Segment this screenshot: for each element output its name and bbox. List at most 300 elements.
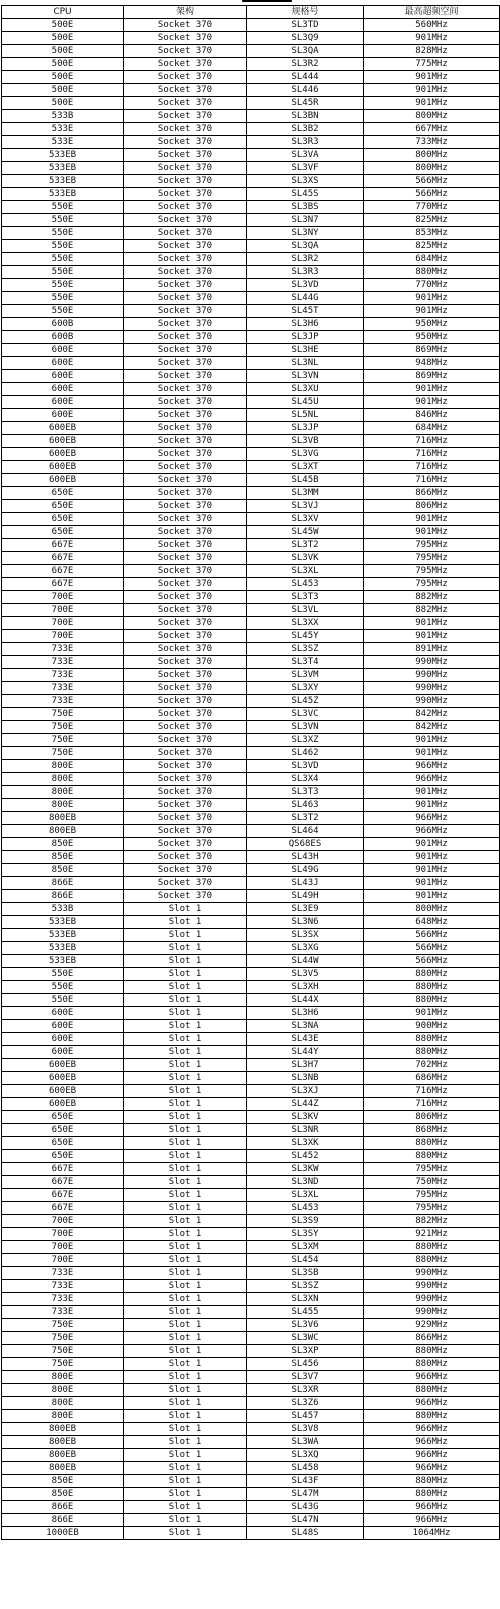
table-row [2,1475,500,1488]
cell-spec-code: SL3VB [247,435,364,448]
cell-architecture: Slot 1 [124,1514,247,1527]
cell-architecture: Slot 1 [124,903,247,916]
cell-architecture: Socket 370 [124,71,247,84]
cell-cpu: 550E [2,292,124,305]
cell-spec-code: SL3WC [247,1332,364,1345]
table-row [2,981,500,994]
cell-cpu: 650E [2,1111,124,1124]
cell-max-overclock: 990MHz [364,669,500,682]
table-row [2,370,500,383]
cell-max-overclock: 901MHz [364,383,500,396]
cell-architecture: Socket 370 [124,552,247,565]
table-row [2,825,500,838]
cell-architecture: Slot 1 [124,1163,247,1176]
cell-spec-code: SL3XL [247,565,364,578]
cell-architecture: Socket 370 [124,825,247,838]
cell-max-overclock: 806MHz [364,1111,500,1124]
cell-spec-code: SL3VN [247,721,364,734]
cell-architecture: Slot 1 [124,1085,247,1098]
cell-architecture: Socket 370 [124,604,247,617]
cell-max-overclock: 716MHz [364,448,500,461]
cell-spec-code: SL444 [247,71,364,84]
cell-cpu: 550E [2,968,124,981]
cell-cpu: 866E [2,890,124,903]
cell-cpu: 733E [2,682,124,695]
cell-spec-code: SL47M [247,1488,364,1501]
table-body [2,19,500,1540]
cell-spec-code: SL3R3 [247,136,364,149]
cell-cpu: 650E [2,526,124,539]
table-row [2,448,500,461]
header-row [2,6,500,19]
table-row [2,812,500,825]
table-row [2,721,500,734]
cell-spec-code: SL3WA [247,1436,364,1449]
cell-cpu: 600E [2,1020,124,1033]
table-row [2,1306,500,1319]
cell-cpu: 800E [2,1410,124,1423]
cell-max-overclock: 866MHz [364,1332,500,1345]
cell-architecture: Socket 370 [124,162,247,175]
cell-spec-code: SL3VL [247,604,364,617]
cell-spec-code: SL457 [247,1410,364,1423]
cell-architecture: Slot 1 [124,1267,247,1280]
cell-max-overclock: 806MHz [364,500,500,513]
cell-architecture: Slot 1 [124,1423,247,1436]
cell-cpu: 800EB [2,1423,124,1436]
cell-spec-code: SL45T [247,305,364,318]
cell-cpu: 600EB [2,1098,124,1111]
table-row [2,19,500,32]
table-row [2,344,500,357]
cell-architecture: Socket 370 [124,643,247,656]
table-row [2,708,500,721]
cell-cpu: 600EB [2,448,124,461]
table-row [2,500,500,513]
table-row [2,1527,500,1540]
cell-max-overclock: 882MHz [364,1215,500,1228]
table-row [2,1215,500,1228]
cell-spec-code: SL3T3 [247,591,364,604]
table-row [2,643,500,656]
cell-architecture: Socket 370 [124,422,247,435]
table-row [2,656,500,669]
table-row [2,1410,500,1423]
cell-architecture: Slot 1 [124,1436,247,1449]
cell-cpu: 600E [2,370,124,383]
cell-spec-code: SL453 [247,578,364,591]
cell-spec-code: SL5NL [247,409,364,422]
cell-cpu: 650E [2,1137,124,1150]
table-row [2,422,500,435]
cell-max-overclock: 795MHz [364,565,500,578]
cell-spec-code: SL44G [247,292,364,305]
table-row [2,149,500,162]
cell-architecture: Socket 370 [124,695,247,708]
cell-cpu: 700E [2,1254,124,1267]
cell-max-overclock: 990MHz [364,1280,500,1293]
cell-spec-code: SL463 [247,799,364,812]
cell-spec-code: QS68ES [247,838,364,851]
cell-max-overclock: 880MHz [364,1345,500,1358]
cell-cpu: 800EB [2,825,124,838]
cell-max-overclock: 716MHz [364,461,500,474]
cell-architecture: Socket 370 [124,201,247,214]
cell-spec-code: SL3T2 [247,539,364,552]
cell-spec-code: SL45Y [247,630,364,643]
cell-spec-code: SL3QA [247,240,364,253]
cell-architecture: Slot 1 [124,1215,247,1228]
cell-architecture: Socket 370 [124,812,247,825]
cell-architecture: Slot 1 [124,1410,247,1423]
cell-cpu: 800E [2,1384,124,1397]
cell-cpu: 700E [2,1228,124,1241]
cell-max-overclock: 901MHz [364,890,500,903]
table-row [2,1189,500,1202]
cell-cpu: 600EB [2,435,124,448]
cell-spec-code: SL45B [247,474,364,487]
table-row [2,409,500,422]
cell-max-overclock: 560MHz [364,19,500,32]
table-row [2,1202,500,1215]
cell-cpu: 667E [2,1176,124,1189]
cell-cpu: 667E [2,539,124,552]
cell-cpu: 600EB [2,1072,124,1085]
table-row [2,682,500,695]
cell-max-overclock: 901MHz [364,734,500,747]
cell-max-overclock: 990MHz [364,1293,500,1306]
cell-cpu: 667E [2,565,124,578]
cell-architecture: Slot 1 [124,916,247,929]
cell-architecture: Slot 1 [124,1189,247,1202]
cell-max-overclock: 702MHz [364,1059,500,1072]
cell-max-overclock: 901MHz [364,630,500,643]
cell-max-overclock: 990MHz [364,682,500,695]
cell-max-overclock: 880MHz [364,1046,500,1059]
table-row [2,383,500,396]
table-row [2,734,500,747]
cell-architecture: Socket 370 [124,58,247,71]
cell-cpu: 650E [2,1150,124,1163]
table-row [2,994,500,1007]
cell-architecture: Socket 370 [124,617,247,630]
cell-cpu: 533E [2,136,124,149]
cell-architecture: Socket 370 [124,344,247,357]
table-row [2,1358,500,1371]
cell-spec-code: SL3Q9 [247,32,364,45]
cell-spec-code: SL3XR [247,1384,364,1397]
cell-cpu: 600EB [2,422,124,435]
table-row [2,669,500,682]
cell-cpu: 550E [2,981,124,994]
cell-architecture: Slot 1 [124,955,247,968]
cell-architecture: Socket 370 [124,721,247,734]
cell-cpu: 700E [2,604,124,617]
cell-architecture: Slot 1 [124,1280,247,1293]
cell-spec-code: SL454 [247,1254,364,1267]
cell-cpu: 850E [2,1488,124,1501]
table-row [2,253,500,266]
cell-max-overclock: 901MHz [364,71,500,84]
cell-architecture: Slot 1 [124,1228,247,1241]
cell-cpu: 650E [2,487,124,500]
cell-max-overclock: 800MHz [364,903,500,916]
cell-cpu: 667E [2,1189,124,1202]
cell-cpu: 1000EB [2,1527,124,1540]
cell-max-overclock: 882MHz [364,591,500,604]
table-row [2,695,500,708]
cell-cpu: 550E [2,266,124,279]
cell-spec-code: SL3XT [247,461,364,474]
cell-max-overclock: 966MHz [364,1423,500,1436]
cell-cpu: 750E [2,1345,124,1358]
cell-architecture: Slot 1 [124,1371,247,1384]
cell-max-overclock: 869MHz [364,370,500,383]
cell-cpu: 700E [2,1215,124,1228]
cell-cpu: 600B [2,331,124,344]
cell-spec-code: SL43J [247,877,364,890]
cell-architecture: Socket 370 [124,487,247,500]
cell-architecture: Socket 370 [124,864,247,877]
cell-max-overclock: 966MHz [364,1436,500,1449]
cell-spec-code: SL3SX [247,929,364,942]
cell-architecture: Socket 370 [124,279,247,292]
cell-spec-code: SL3JP [247,422,364,435]
table-row [2,331,500,344]
table-row [2,292,500,305]
cell-architecture: Socket 370 [124,84,247,97]
cell-cpu: 800E [2,760,124,773]
cell-max-overclock: 966MHz [364,1371,500,1384]
table-row [2,747,500,760]
cell-spec-code: SL3T4 [247,656,364,669]
cell-architecture: Slot 1 [124,1293,247,1306]
cell-spec-code: SL462 [247,747,364,760]
cell-max-overclock: 990MHz [364,1306,500,1319]
cell-spec-code: SL44X [247,994,364,1007]
cell-cpu: 600E [2,344,124,357]
table-row [2,1462,500,1475]
cell-architecture: Slot 1 [124,1098,247,1111]
cell-max-overclock: 966MHz [364,1397,500,1410]
cell-max-overclock: 901MHz [364,396,500,409]
cell-max-overclock: 880MHz [364,1475,500,1488]
cell-cpu: 850E [2,1475,124,1488]
cell-cpu: 850E [2,838,124,851]
cell-spec-code: SL49G [247,864,364,877]
cell-max-overclock: 901MHz [364,799,500,812]
cell-spec-code: SL3HE [247,344,364,357]
cell-spec-code: SL3VC [247,708,364,721]
cell-spec-code: SL43H [247,851,364,864]
table-row [2,1254,500,1267]
cell-cpu: 500E [2,84,124,97]
cell-cpu: 533E [2,123,124,136]
cropped-title-mark [242,0,292,2]
cell-cpu: 600E [2,1007,124,1020]
header-architecture: 架构 [124,6,247,19]
cell-spec-code: SL45W [247,526,364,539]
cell-max-overclock: 684MHz [364,422,500,435]
table-row [2,214,500,227]
cell-max-overclock: 869MHz [364,344,500,357]
table-row [2,786,500,799]
cell-architecture: Socket 370 [124,851,247,864]
cell-max-overclock: 966MHz [364,1449,500,1462]
cell-spec-code: SL3XG [247,942,364,955]
table-row [2,474,500,487]
table-row [2,305,500,318]
cell-spec-code: SL3XS [247,175,364,188]
cell-architecture: Socket 370 [124,461,247,474]
cell-max-overclock: 901MHz [364,617,500,630]
cell-architecture: Slot 1 [124,1345,247,1358]
cell-architecture: Socket 370 [124,253,247,266]
cell-max-overclock: 566MHz [364,955,500,968]
cell-max-overclock: 880MHz [364,994,500,1007]
cell-spec-code: SL3XM [247,1241,364,1254]
table-row [2,1098,500,1111]
cell-architecture: Socket 370 [124,591,247,604]
cell-max-overclock: 966MHz [364,825,500,838]
cell-cpu: 667E [2,1163,124,1176]
cell-cpu: 533EB [2,149,124,162]
cell-cpu: 850E [2,864,124,877]
cell-cpu: 533EB [2,916,124,929]
table-row [2,1371,500,1384]
table-row [2,1436,500,1449]
cell-spec-code: SL3S9 [247,1215,364,1228]
cell-cpu: 550E [2,279,124,292]
table-row [2,84,500,97]
cell-architecture: Socket 370 [124,630,247,643]
cell-spec-code: SL3XQ [247,1449,364,1462]
cell-architecture: Slot 1 [124,994,247,1007]
table-row [2,279,500,292]
cell-architecture: Socket 370 [124,188,247,201]
header-max-overclock: 最高超频空间 [364,6,500,19]
cell-max-overclock: 842MHz [364,721,500,734]
table-row [2,838,500,851]
cell-max-overclock: 828MHz [364,45,500,58]
cell-max-overclock: 716MHz [364,474,500,487]
table-row [2,942,500,955]
cell-max-overclock: 990MHz [364,1267,500,1280]
cpu-overclock-table [1,5,500,1540]
cell-spec-code: SL3XP [247,1345,364,1358]
cell-max-overclock: 716MHz [364,1098,500,1111]
cell-max-overclock: 795MHz [364,1163,500,1176]
cell-architecture: Socket 370 [124,305,247,318]
cell-max-overclock: 966MHz [364,1462,500,1475]
cell-max-overclock: 966MHz [364,773,500,786]
cell-cpu: 600EB [2,1059,124,1072]
cell-spec-code: SL3NY [247,227,364,240]
cell-architecture: Socket 370 [124,513,247,526]
cell-architecture: Socket 370 [124,539,247,552]
cell-spec-code: SL3N6 [247,916,364,929]
table-row [2,1007,500,1020]
cell-spec-code: SL455 [247,1306,364,1319]
cell-spec-code: SL48S [247,1527,364,1540]
cell-architecture: Slot 1 [124,1072,247,1085]
table-row [2,201,500,214]
cell-architecture: Slot 1 [124,1176,247,1189]
cell-max-overclock: 880MHz [364,266,500,279]
cell-architecture: Socket 370 [124,773,247,786]
cell-architecture: Socket 370 [124,474,247,487]
cell-cpu: 733E [2,643,124,656]
table-row [2,552,500,565]
cell-max-overclock: 966MHz [364,1514,500,1527]
cell-max-overclock: 966MHz [364,812,500,825]
cell-architecture: Slot 1 [124,929,247,942]
cell-architecture: Slot 1 [124,1462,247,1475]
cell-architecture: Socket 370 [124,656,247,669]
table-row [2,1488,500,1501]
cell-architecture: Socket 370 [124,123,247,136]
cell-max-overclock: 880MHz [364,1384,500,1397]
table-row [2,1072,500,1085]
table-row [2,1397,500,1410]
cell-architecture: Slot 1 [124,1397,247,1410]
cell-spec-code: SL3NB [247,1072,364,1085]
cell-max-overclock: 800MHz [364,162,500,175]
table-row [2,71,500,84]
cell-cpu: 533EB [2,955,124,968]
cell-architecture: Socket 370 [124,149,247,162]
cell-spec-code: SL3T3 [247,786,364,799]
table-row [2,188,500,201]
cell-architecture: Slot 1 [124,981,247,994]
table-row [2,877,500,890]
cell-max-overclock: 901MHz [364,292,500,305]
cell-architecture: Socket 370 [124,45,247,58]
table-row [2,1501,500,1514]
cell-max-overclock: 733MHz [364,136,500,149]
cell-max-overclock: 901MHz [364,526,500,539]
cell-spec-code: SL3SY [247,1228,364,1241]
cell-cpu: 750E [2,734,124,747]
cell-architecture: Socket 370 [124,734,247,747]
cell-spec-code: SL3MM [247,487,364,500]
cell-max-overclock: 716MHz [364,435,500,448]
cell-max-overclock: 750MHz [364,1176,500,1189]
cell-architecture: Slot 1 [124,1254,247,1267]
table-row [2,1046,500,1059]
cell-architecture: Socket 370 [124,799,247,812]
cell-spec-code: SL3V7 [247,1371,364,1384]
table-row [2,461,500,474]
cell-max-overclock: 667MHz [364,123,500,136]
cell-max-overclock: 853MHz [364,227,500,240]
cell-spec-code: SL3R2 [247,253,364,266]
cell-max-overclock: 566MHz [364,175,500,188]
cell-cpu: 550E [2,227,124,240]
cell-architecture: Socket 370 [124,357,247,370]
cell-architecture: Socket 370 [124,448,247,461]
cell-cpu: 550E [2,214,124,227]
cell-cpu: 600E [2,1046,124,1059]
cell-cpu: 800EB [2,1436,124,1449]
cell-spec-code: SL456 [247,1358,364,1371]
cell-architecture: Socket 370 [124,136,247,149]
cell-max-overclock: 795MHz [364,1189,500,1202]
cell-max-overclock: 716MHz [364,1085,500,1098]
cell-spec-code: SL3TD [247,19,364,32]
cell-cpu: 667E [2,552,124,565]
cell-cpu: 533EB [2,929,124,942]
